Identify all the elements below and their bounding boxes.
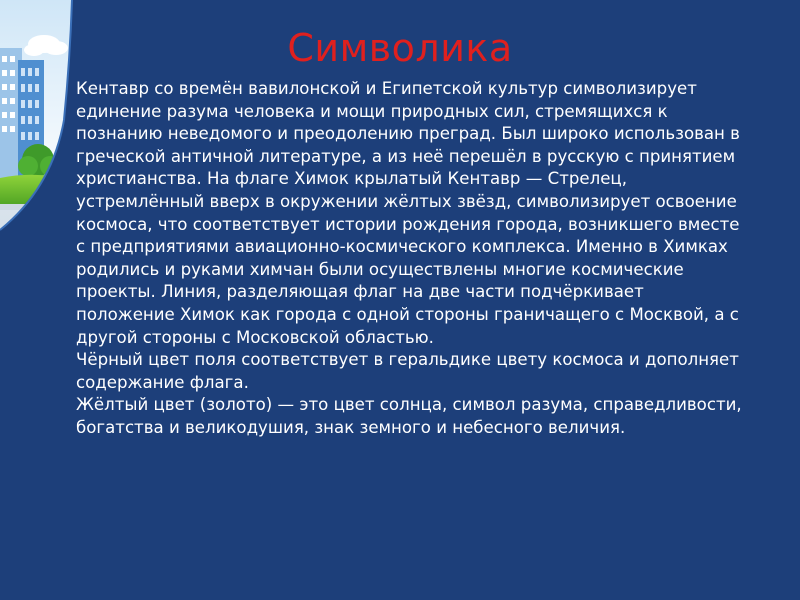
paragraph-yellow-color: Жёлтый цвет (золото) — это цвет солнца, символ разума, справедливости, богатства и великодушия, знак земного и небесного величия. bbox=[76, 395, 742, 437]
slide-title: Символика bbox=[287, 26, 513, 70]
paragraph-centaur: Кентавр со времён вавилонской и Египетской культур символизирует единение разума человека и мощи природных сил, стремящихся к познанию неведомого и преодолению преград. Был широко использован в греческой античной литературе, а из неё перешёл в русскую с принятием христианства. На флаге Химок крылатый Кентавр — Стрелец, устремлённый вверх в окружении жёлтых звёзд, символизирует освоение космоса, что соответствует истории рождения города, возникшего вместе с предприятиями авиационно-космического комплекса. Именно в Химках родились и руками химчан были осуществлены многие космические проекты. Линия, разделяющая флаг на две части подчёркивает положение Химок как города с одной стороны граничащего с Москвой, а с другой стороны с Московской областью. bbox=[76, 79, 740, 347]
slide-body bbox=[76, 78, 746, 440]
paragraph-black-color: Чёрный цвет поля соответствует в геральдике цвету космоса и дополняет содержание флага. bbox=[76, 350, 739, 392]
